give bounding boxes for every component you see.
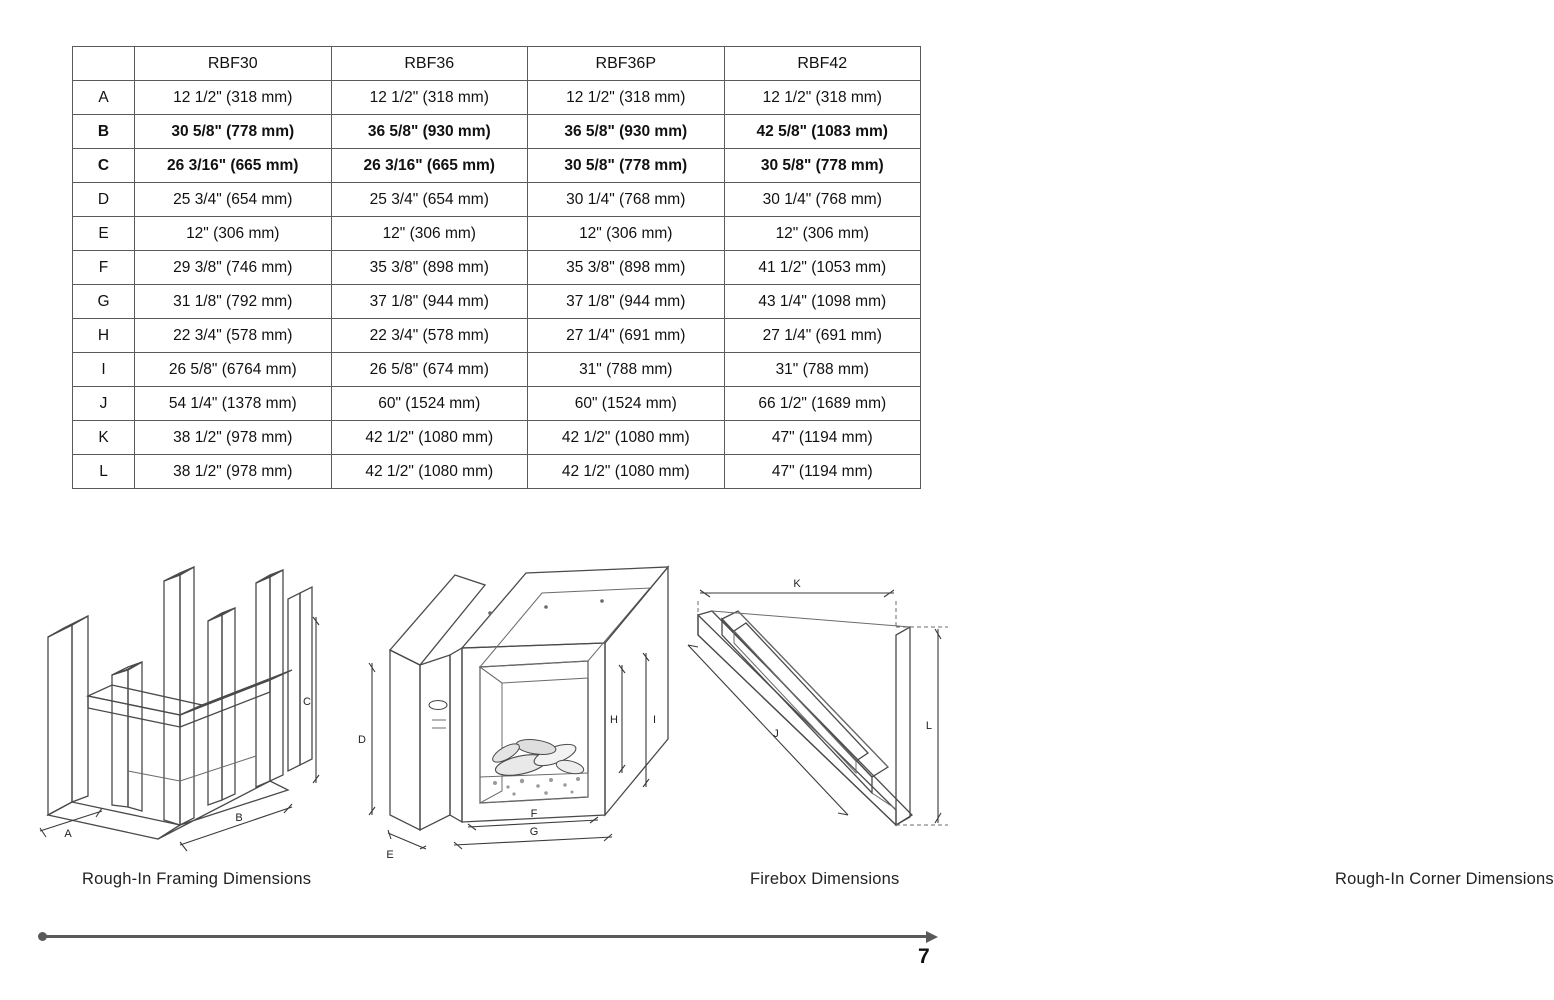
specification-table bbox=[72, 46, 921, 489]
table-cell: 42 1/2" (1080 mm) bbox=[528, 421, 725, 455]
table-cell: 22 3/4" (578 mm) bbox=[331, 319, 528, 353]
table-row bbox=[73, 217, 921, 251]
table-cell: 25 3/4" (654 mm) bbox=[331, 183, 528, 217]
table-cell: 42 1/2" (1080 mm) bbox=[528, 455, 725, 489]
table-cell: 60" (1524 mm) bbox=[528, 387, 725, 421]
table-cell: 31" (788 mm) bbox=[528, 353, 725, 387]
table-cell: 12 1/2" (318 mm) bbox=[331, 81, 528, 115]
footer-divider bbox=[44, 935, 934, 938]
table-row bbox=[73, 353, 921, 387]
figures-row bbox=[0, 515, 1554, 915]
dim-label-b: B bbox=[235, 812, 243, 824]
table-cell: 27 1/4" (691 mm) bbox=[528, 319, 725, 353]
table-cell: 12" (306 mm) bbox=[135, 217, 332, 251]
table-cell: 12 1/2" (318 mm) bbox=[528, 81, 725, 115]
table-cell: 54 1/4" (1378 mm) bbox=[135, 387, 332, 421]
rough-in-corner-drawing bbox=[660, 515, 980, 865]
row-label: I bbox=[73, 353, 135, 387]
table-row bbox=[73, 319, 921, 353]
table-cell: 26 3/16" (665 mm) bbox=[331, 149, 528, 183]
dim-label-l: L bbox=[925, 720, 932, 732]
table-cell: 30 5/8" (778 mm) bbox=[528, 149, 725, 183]
figure-rough-in-framing bbox=[30, 515, 350, 888]
table-cell: 26 5/8" (6764 mm) bbox=[135, 353, 332, 387]
figure-firebox bbox=[350, 515, 900, 888]
table-cell: 36 5/8" (930 mm) bbox=[331, 115, 528, 149]
table-cell: 37 1/8" (944 mm) bbox=[331, 285, 528, 319]
dim-label-j: J bbox=[773, 728, 779, 740]
table-cell: 22 3/4" (578 mm) bbox=[135, 319, 332, 353]
dim-label-i: I bbox=[653, 714, 657, 726]
dim-label-d: D bbox=[358, 734, 366, 746]
table-row bbox=[73, 149, 921, 183]
table-row bbox=[73, 115, 921, 149]
table-header-row bbox=[73, 47, 921, 81]
row-label: L bbox=[73, 455, 135, 489]
row-label: F bbox=[73, 251, 135, 285]
table-cell: 43 1/4" (1098 mm) bbox=[724, 285, 921, 319]
row-label: J bbox=[73, 387, 135, 421]
row-label: G bbox=[73, 285, 135, 319]
table-cell: 35 3/8" (898 mm) bbox=[331, 251, 528, 285]
table-cell: 31" (788 mm) bbox=[724, 353, 921, 387]
column-header-rbf36p: RBF36P bbox=[528, 47, 725, 81]
row-label: H bbox=[73, 319, 135, 353]
figure-caption-corner: Rough-In Corner Dimensions bbox=[1335, 870, 1554, 888]
table-row bbox=[73, 251, 921, 285]
dim-label-g: G bbox=[529, 826, 539, 838]
table-cell: 60" (1524 mm) bbox=[331, 387, 528, 421]
table-cell: 25 3/4" (654 mm) bbox=[135, 183, 332, 217]
table-cell: 42 1/2" (1080 mm) bbox=[331, 455, 528, 489]
row-label: K bbox=[73, 421, 135, 455]
table-cell: 12" (306 mm) bbox=[724, 217, 921, 251]
page-number: 7 bbox=[918, 945, 930, 968]
table-row bbox=[73, 387, 921, 421]
firebox-drawing bbox=[350, 515, 670, 865]
dim-label-c: C bbox=[303, 696, 311, 708]
column-header-rbf36: RBF36 bbox=[331, 47, 528, 81]
table-cell: 27 1/4" (691 mm) bbox=[724, 319, 921, 353]
row-label: D bbox=[73, 183, 135, 217]
dim-label-h: H bbox=[610, 714, 618, 726]
dim-label-e: E bbox=[386, 849, 394, 861]
row-label: A bbox=[73, 81, 135, 115]
table-cell: 47" (1194 mm) bbox=[724, 421, 921, 455]
table-row bbox=[73, 421, 921, 455]
table-cell: 12" (306 mm) bbox=[528, 217, 725, 251]
table-cell: 47" (1194 mm) bbox=[724, 455, 921, 489]
table-corner-cell bbox=[73, 47, 135, 81]
table-row bbox=[73, 81, 921, 115]
table-row bbox=[73, 285, 921, 319]
table-cell: 30 5/8" (778 mm) bbox=[135, 115, 332, 149]
column-header-rbf42: RBF42 bbox=[724, 47, 921, 81]
table-cell: 30 1/4" (768 mm) bbox=[528, 183, 725, 217]
table-cell: 38 1/2" (978 mm) bbox=[135, 421, 332, 455]
dim-label-f: F bbox=[530, 808, 538, 820]
figure-caption-firebox: Firebox Dimensions bbox=[750, 870, 900, 888]
table-cell: 42 1/2" (1080 mm) bbox=[331, 421, 528, 455]
row-label: E bbox=[73, 217, 135, 251]
row-label: B bbox=[73, 115, 135, 149]
table-row bbox=[73, 183, 921, 217]
table-cell: 26 5/8" (674 mm) bbox=[331, 353, 528, 387]
column-header-rbf30: RBF30 bbox=[135, 47, 332, 81]
table-cell: 30 5/8" (778 mm) bbox=[724, 149, 921, 183]
table-cell: 35 3/8" (898 mm) bbox=[528, 251, 725, 285]
table-cell: 42 5/8" (1083 mm) bbox=[724, 115, 921, 149]
table-cell: 66 1/2" (1689 mm) bbox=[724, 387, 921, 421]
table-cell: 38 1/2" (978 mm) bbox=[135, 455, 332, 489]
table-cell: 37 1/8" (944 mm) bbox=[528, 285, 725, 319]
table-cell: 36 5/8" (930 mm) bbox=[528, 115, 725, 149]
figure-caption-framing: Rough-In Framing Dimensions bbox=[82, 870, 312, 888]
table-row bbox=[73, 455, 921, 489]
table-cell: 12 1/2" (318 mm) bbox=[724, 81, 921, 115]
table-cell: 30 1/4" (768 mm) bbox=[724, 183, 921, 217]
table-cell: 12 1/2" (318 mm) bbox=[135, 81, 332, 115]
dim-label-k: K bbox=[793, 578, 801, 590]
spec-table-container bbox=[72, 46, 920, 489]
table-cell: 26 3/16" (665 mm) bbox=[135, 149, 332, 183]
dim-label-a: A bbox=[64, 828, 72, 840]
table-cell: 29 3/8" (746 mm) bbox=[135, 251, 332, 285]
table-cell: 31 1/8" (792 mm) bbox=[135, 285, 332, 319]
table-cell: 12" (306 mm) bbox=[331, 217, 528, 251]
row-label: C bbox=[73, 149, 135, 183]
table-cell: 41 1/2" (1053 mm) bbox=[724, 251, 921, 285]
rough-in-framing-drawing bbox=[30, 515, 350, 865]
